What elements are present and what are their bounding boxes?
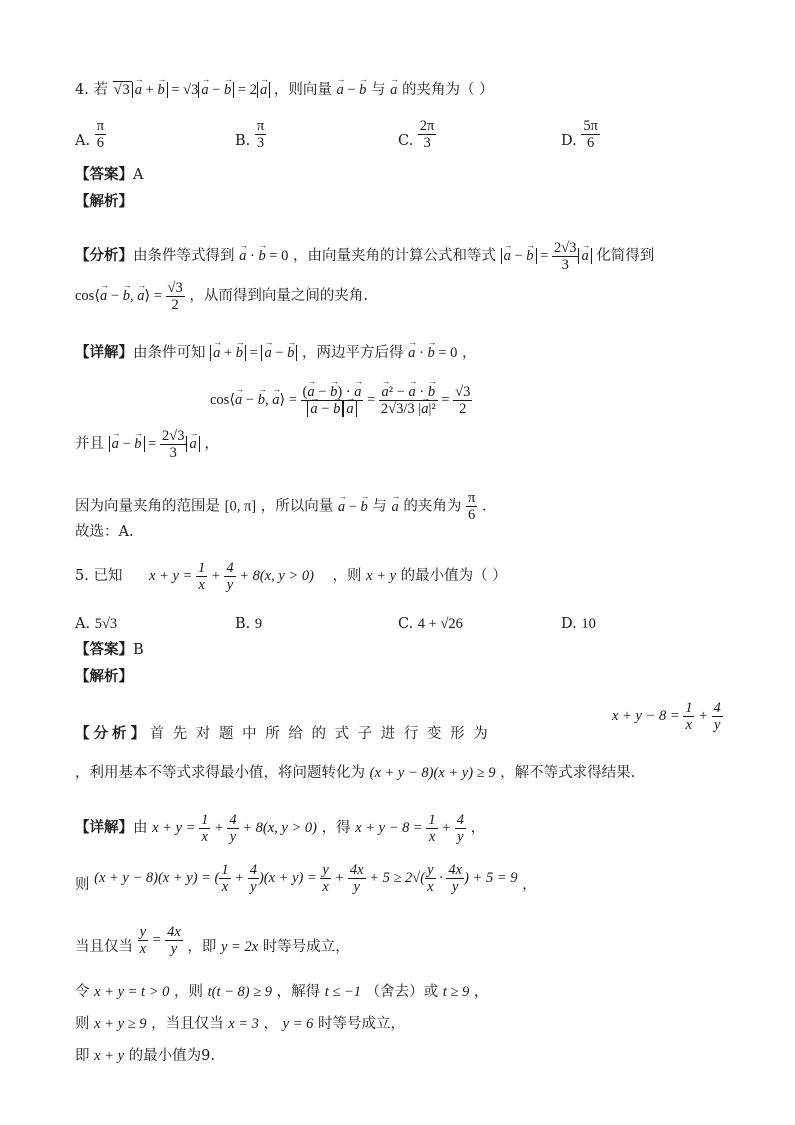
q4-stem: 4. 若 √3 a → + b → = √3 a → − b → = 2 a → ，则向量 a → − b → 与 a → 的夹角为（ ）: [75, 80, 494, 100]
q5-fenxi-formula: x + y − 8 = $\frac{1}{x}$ + $\frac{4}{y}$: [612, 700, 721, 733]
q5-option-d[interactable]: D. 10: [561, 616, 596, 632]
q5-fenxi-2: ，利用基本不等式求得最小值，将问题转化为 (x + y − 8)(x + y) ≥ 9 ，解不等式求得结果.: [75, 765, 636, 781]
q4-analysis-label: 【解析】: [75, 194, 133, 210]
q5-detail: 【详解】由 x + y = $\frac{1}{x}$ + $\frac{4}{y}$ + 8(x, y > 0) ，得 x + y − 8 = $\frac{1}{x}$ + $\frac{4}{y}$ ，: [75, 812, 486, 845]
q5-option-b[interactable]: B. 9: [235, 616, 263, 632]
q5-option-a[interactable]: A. 5√3: [75, 616, 118, 632]
q5-stem: 5. 已知 x + y = $\frac{1}{x}$ + $\frac{4}{y}$ + 8(x, y > 0) ，则 x + y 的最小值为（ ）: [75, 560, 507, 593]
q4-answer: 【答案】A: [75, 167, 144, 183]
q5-let: 令 x + y = t > 0 ，则 t(t − 8) ≥ 9 ，解得 t ≤ −1 （舍去）或 t ≥ 9 ，: [75, 984, 489, 1000]
q4-detail: 【详解】由条件可知 a → + b → = a → − b → ，两边平方后得 a → · b → = 0 ，: [75, 343, 477, 363]
q5-fenxi: 【 分 析 】 首 先 对 题 中 所 给 的 式 子 进 行 变 形 为: [75, 726, 490, 742]
q4-option-c[interactable]: C. $\frac{2\pi}{3}$: [398, 118, 435, 151]
q4-range: 因为向量夹角的范围是 [0, π] ，所以向量 a → − b → 与 a → 的夹角为 $\frac{\pi}{6}$ .: [75, 490, 486, 523]
q4-fenxi: 【分析】由条件等式得到 a → · b → = 0 ，由向量夹角的计算公式和等式 a → − b → = $\frac{2√3}{3}$ a → 化简得到: [75, 240, 654, 273]
q5-option-c[interactable]: C. 4 + √26: [398, 616, 463, 632]
q5-analysis-label: 【解析】: [75, 669, 133, 685]
q4-option-d[interactable]: D. $\frac{5\pi}{6}$: [561, 118, 598, 151]
q4-option-a[interactable]: A. $\frac{\pi}{6}$: [75, 118, 105, 151]
q4-condition-formula: √3 a → + b → = √3 a → − b → = 2 a →: [113, 81, 274, 98]
q5-then: 则 x + y ≥ 9 ，当且仅当 x = 3 ， y = 6 时等号成立，: [75, 1016, 405, 1032]
q4-fenxi-result: cos⟨a → − b →, a →⟩ = $\frac{√3}{2}$ ，从而得到向量之间的夹角.: [75, 280, 368, 313]
q4-bingqie: 并且 a → − b → = $\frac{2√3}{3}$ a → ，: [75, 428, 219, 461]
q5-equality: 当且仅当 $\frac{y}{x}$ = $\frac{4x}{y}$ ，即 y = 2x 时等号成立，: [75, 924, 350, 957]
q5-final: 即 x + y 的最小值为9.: [75, 1048, 215, 1064]
q4-cos-formula: cos⟨a → − b →, a →⟩ = $\frac{(a \to - b \to) \cdot a \to}{a \to - b \to a}$ → = $\frac{\text{a →² − a → · b →}}{\text{2√3/3 |a →|²}}$ = $\frac{√3}{2}$: [210, 384, 472, 417]
q4-option-b[interactable]: B. $\frac{\pi}{3}$: [235, 118, 265, 151]
q4-choose: 故选：A.: [75, 524, 134, 540]
q5-inequality: 则 (x + y − 8)(x + y) = ( $\frac{1}{x}$ + $\frac{4}{y}$ )(x + y) = $\frac{y}{x}$ + $\frac{4x}{y}$ + 5 ≥ 2√( $\frac{y}{x}$ · $\frac{4x}{y}$ ) + 5 = 9 ，: [75, 862, 537, 895]
q5-answer: 【答案】B: [75, 642, 144, 658]
